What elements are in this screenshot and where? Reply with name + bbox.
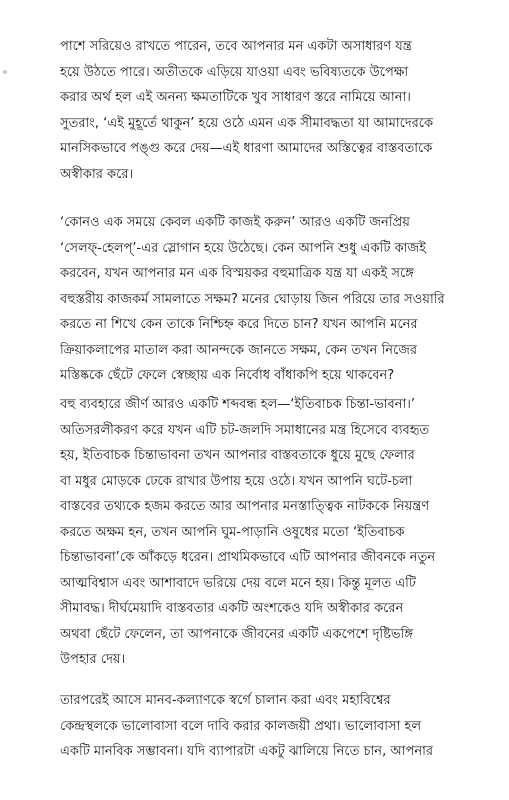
text-line: বহু ব্যবহারে জীর্ণ আরও একটি শব্দবন্ধ হল—‘ইতিবাচক চিন্তা-ভাবনা।’ xyxy=(60,397,416,412)
paragraph-2 xyxy=(60,210,470,389)
text-line: পাশে সরিয়েও রাখতে পারেন, তবে আপনার মন একটা অসাধারণ যন্ত্র xyxy=(60,39,412,54)
text-line: অস্বীকার করে। xyxy=(60,166,134,182)
text-line: চিন্তাভাবনা’কে আঁকড়ে ধরেন। প্রাথমিকভাবে এটি আপনার জীবনকে নতুন xyxy=(60,550,436,565)
text-line: সীমাবদ্ধ। দীর্ঘমেয়াদি বাস্তবতার একটি অংশকেও যদি অস্বীকার করেন xyxy=(60,601,404,616)
paragraph-4 xyxy=(60,688,470,765)
text-line: করার অর্থ হল এই অনন্য ক্ষমতাটিকে খুব সাধারণ স্তরে নামিয়ে আনা। xyxy=(60,90,411,105)
text-line: কেন্দ্রস্থলকে ভালোবাসা বলে দাবি করার কালজয়ী প্রথা। ভালোবাসা হল xyxy=(60,718,422,734)
text-line: হয়ে উঠতে পারে। অতীতকে এড়িয়ে যাওয়া এবং ভবিষ্যতকে উপেক্ষা xyxy=(60,64,409,80)
text-line: ‘কোনও এক সময়ে কেবল একটি কাজই করুন’ আরও একটি জনপ্রিয় xyxy=(60,215,410,230)
paragraph-3 xyxy=(60,392,470,673)
text-line: হয়, ইতিবাচক চিন্তাভাবনা তখন আপনার বাস্তবতাকে ধুয়ে মুছে ফেলার xyxy=(60,448,415,463)
paragraph-1 xyxy=(60,34,470,187)
text-line: করতে অক্ষম হন, তখন আপনি ঘুম-পাড়ানি ওষুধের মতো ‘ইতিবাচক xyxy=(60,524,405,540)
text-line: ‘সেলফ্-হেলপ্’-এর স্লোগান হয়ে উঠেছে। কেন আপনি শুধু একটি কাজই xyxy=(60,240,426,256)
margin-mark xyxy=(3,70,7,74)
text-line: মানসিকভাবে পঙ্গু করে দেয়—এই ধারণা আমাদের অস্তিত্বের বাস্তবতাকে xyxy=(60,141,433,156)
text-line: সুতরাং, ‘এই মুহূর্তে থাকুন’ হয়ে ওঠে এমন এক সীমাবদ্ধতা যা আমাদেরকে xyxy=(60,115,434,131)
text-line: ক্রিয়াকলাপের মাতাল করা আনন্দকে জানতে সক্ষম, কেন তখন নিজের xyxy=(60,342,417,358)
text-line: মস্তিষ্ককে ছেঁটে ফেলে স্বেচ্ছায় এক নির্বোধ বাঁধাকপি হয়ে থাকবেন? xyxy=(60,368,395,383)
text-line: বা মধুর মোড়কে ঢেকে রাখার উপায় হয়ে ওঠে। যখন আপনি ঘটে-চলা xyxy=(60,473,413,489)
text-line: বাস্তবের তথ্যকে হজম করতে আর আপনার মনস্তাত্ত্বিক নাটককে নিয়ন্ত্রণ xyxy=(60,499,430,514)
text-line: তারপরেই আসে মানব-কল্যাণকে স্বর্গে চালান করা এবং মহাবিশ্বের xyxy=(60,693,391,708)
text-line: বহুস্তরীয় কাজকর্ম সামলাতে সক্ষম? মনের ঘোড়ায় জিন পরিয়ে তার সওয়ারি xyxy=(60,291,445,307)
text-line: উপহার দেয়। xyxy=(60,652,126,667)
text-line: করবেন, যখন আপনার মন এক বিস্ময়কর বহুমাত্রিক যন্ত্র যা একই সঙ্গে xyxy=(60,266,414,281)
text-line: একটি মানবিক সম্ভাবনা। যদি ব্যাপারটা একটু ঝালিয়ে নিতে চান, আপনার xyxy=(60,744,434,759)
text-line: অথবা ছেঁটে ফেলেন, তা আপনাকে জীবনের একটি একপেশে দৃষ্টিভঙ্গি xyxy=(60,626,413,642)
text-line: আত্মবিশ্বাস এবং আশাবাদে ভরিয়ে দেয় বলে মনে হয়। কিন্তু মূলত এটি xyxy=(60,575,416,591)
text-line: অতিসরলীকরণ করে যখন এটি চট-জলদি সমাধানের মন্ত্র হিসেবে ব্যবহৃত xyxy=(60,422,430,438)
text-line: করতে না শিখে কেন তাকে নিশ্চিহ্ন করে দিতে চান? যখন আপনি মনের xyxy=(60,317,418,332)
